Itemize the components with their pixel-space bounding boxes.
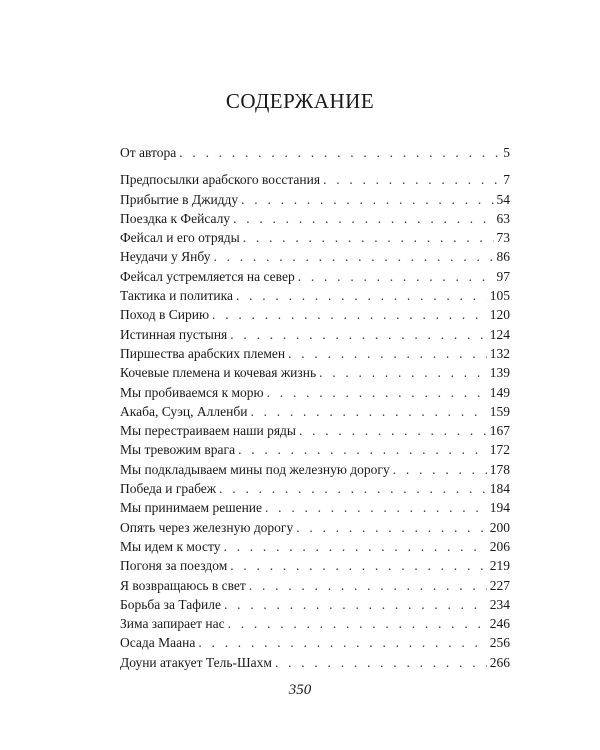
dot-leader <box>267 383 487 402</box>
toc-entry <box>120 209 510 228</box>
toc-entry <box>120 190 510 209</box>
toc-entry <box>120 421 510 440</box>
toc-entry <box>120 556 510 575</box>
dot-leader <box>224 595 487 614</box>
dot-leader <box>323 170 500 189</box>
dot-leader <box>238 440 487 459</box>
dot-leader <box>249 576 487 595</box>
toc-entry-title: Пиршества арабских племен <box>120 345 286 361</box>
dot-leader <box>243 228 494 247</box>
toc-entry-title: Мы принимаем решение <box>120 500 263 516</box>
dot-leader <box>393 460 487 479</box>
toc-entry <box>120 595 510 614</box>
toc-entry <box>120 325 510 344</box>
toc-entry <box>120 305 510 324</box>
dot-leader <box>250 402 486 421</box>
toc-entry-page: 184 <box>489 481 510 497</box>
toc-entry <box>120 633 510 652</box>
toc-entry-page: 73 <box>496 230 510 246</box>
toc-entry <box>120 440 510 459</box>
toc-entry-title: Мы подкладываем мины под железную дорогу <box>120 461 390 477</box>
dot-leader <box>223 537 486 556</box>
page-title: СОДЕРЖАНИЕ <box>225 89 375 113</box>
toc-entry-page: 105 <box>489 288 510 304</box>
dot-leader <box>233 209 493 228</box>
toc-entry <box>120 170 510 189</box>
toc-entry-page: 246 <box>489 616 510 632</box>
dot-leader <box>241 190 493 209</box>
dot-leader <box>198 633 486 652</box>
dot-leader <box>299 421 487 440</box>
toc-entry-page: 227 <box>489 577 510 593</box>
toc-entry-page: 124 <box>489 326 510 342</box>
toc-entry-title: Опять через железную дорогу <box>120 519 294 535</box>
toc-entry <box>120 286 510 305</box>
toc-entry-title: Доуни атакует Тель-Шахм <box>120 654 272 670</box>
toc-entry-title: Я возвращаюсь в свет <box>120 577 246 593</box>
dot-leader <box>236 286 487 305</box>
toc-entry-title: Предпосылки арабского восстания <box>120 172 321 188</box>
toc-entry-title: Фейсал и его отряды <box>120 230 240 246</box>
toc-entry-page: 167 <box>489 423 510 439</box>
toc-entry-title: Акаба, Суэц, Алленби <box>120 403 248 419</box>
dot-leader <box>319 363 487 382</box>
toc-entry-title: Мы перестраиваем наши ряды <box>120 423 296 439</box>
toc-entry-title: Кочевые племена и кочевая жизнь <box>120 365 317 381</box>
toc-entry-title: Фейсал устремляется на север <box>120 268 295 284</box>
toc-entry-page: 149 <box>489 384 510 400</box>
toc-entry-page: 132 <box>489 345 510 361</box>
toc-entry-title: Зима запирает нас <box>120 616 225 632</box>
toc-entry-page: 5 <box>503 145 510 160</box>
toc-entry-page: 159 <box>489 403 510 419</box>
dot-leader <box>230 556 487 575</box>
toc-entry <box>120 383 510 402</box>
toc-entry-page: 63 <box>496 210 510 226</box>
toc-entry-page: 7 <box>503 172 510 188</box>
toc-entry-title: От автора <box>120 145 177 160</box>
toc-entry <box>120 228 510 247</box>
toc-entry-page: 234 <box>489 596 510 612</box>
toc-entry-title: Мы идем к мосту <box>120 538 221 554</box>
toc-entry <box>120 479 510 498</box>
toc-entry <box>120 518 510 537</box>
dot-leader <box>275 653 487 672</box>
dot-leader <box>230 325 486 344</box>
dot-leader <box>179 143 500 162</box>
toc-entry-page: 256 <box>489 635 510 651</box>
toc-entry-title: Неудачи у Янбу <box>120 249 211 265</box>
toc-entry-title: Борьба за Тафиле <box>120 596 221 612</box>
toc-entry-title: Победа и грабеж <box>120 481 217 497</box>
dot-leader <box>228 614 487 633</box>
dot-leader <box>212 305 487 324</box>
toc-entry-page: 266 <box>489 654 510 670</box>
toc-entry <box>120 247 510 266</box>
toc-entry-page: 206 <box>489 538 510 554</box>
toc-entry-title: Поход в Сирию <box>120 307 210 323</box>
toc-entry-page: 200 <box>489 519 510 535</box>
toc-entry <box>120 498 510 517</box>
toc-entry-page: 139 <box>489 365 510 381</box>
toc-entry-page: 178 <box>489 461 510 477</box>
toc-entry-title: Поездка к Фейсалу <box>120 210 231 226</box>
toc-entry <box>120 537 510 556</box>
dot-leader <box>213 247 493 266</box>
toc-entry-title: Мы тревожим врага <box>120 442 236 458</box>
toc-entry-title: Прибытие в Джидду <box>120 191 239 207</box>
dot-leader <box>298 267 494 286</box>
toc-entry-page: 86 <box>496 249 510 265</box>
dot-leader <box>219 479 487 498</box>
toc-entry <box>120 143 510 162</box>
toc-entry-page: 120 <box>489 307 510 323</box>
toc-entry <box>120 460 510 479</box>
toc-entry-page: 194 <box>489 500 510 516</box>
toc-entry-page: 97 <box>496 268 510 284</box>
toc-entry-title: Истинная пустыня <box>120 326 228 342</box>
toc-entry <box>120 363 510 382</box>
page-number: 350 <box>288 682 312 698</box>
toc-entry-title: Мы пробиваемся к морю <box>120 384 264 400</box>
dot-leader <box>288 344 487 363</box>
toc-entry-page: 172 <box>489 442 510 458</box>
toc-entry <box>120 576 510 595</box>
toc-entry-page: 219 <box>489 558 510 574</box>
toc-entry-page: 54 <box>496 191 510 207</box>
toc-entry <box>120 614 510 633</box>
dot-leader <box>296 518 487 537</box>
toc-entry <box>120 402 510 421</box>
table-of-contents <box>120 143 510 672</box>
toc-entry-title: Тактика и политика <box>120 288 233 304</box>
toc-entry <box>120 267 510 286</box>
toc-entry <box>120 653 510 672</box>
dot-leader <box>265 498 487 517</box>
toc-entry <box>120 344 510 363</box>
toc-entry-title: Осада Маана <box>120 635 196 651</box>
toc-entry-title: Погоня за поездом <box>120 558 228 574</box>
